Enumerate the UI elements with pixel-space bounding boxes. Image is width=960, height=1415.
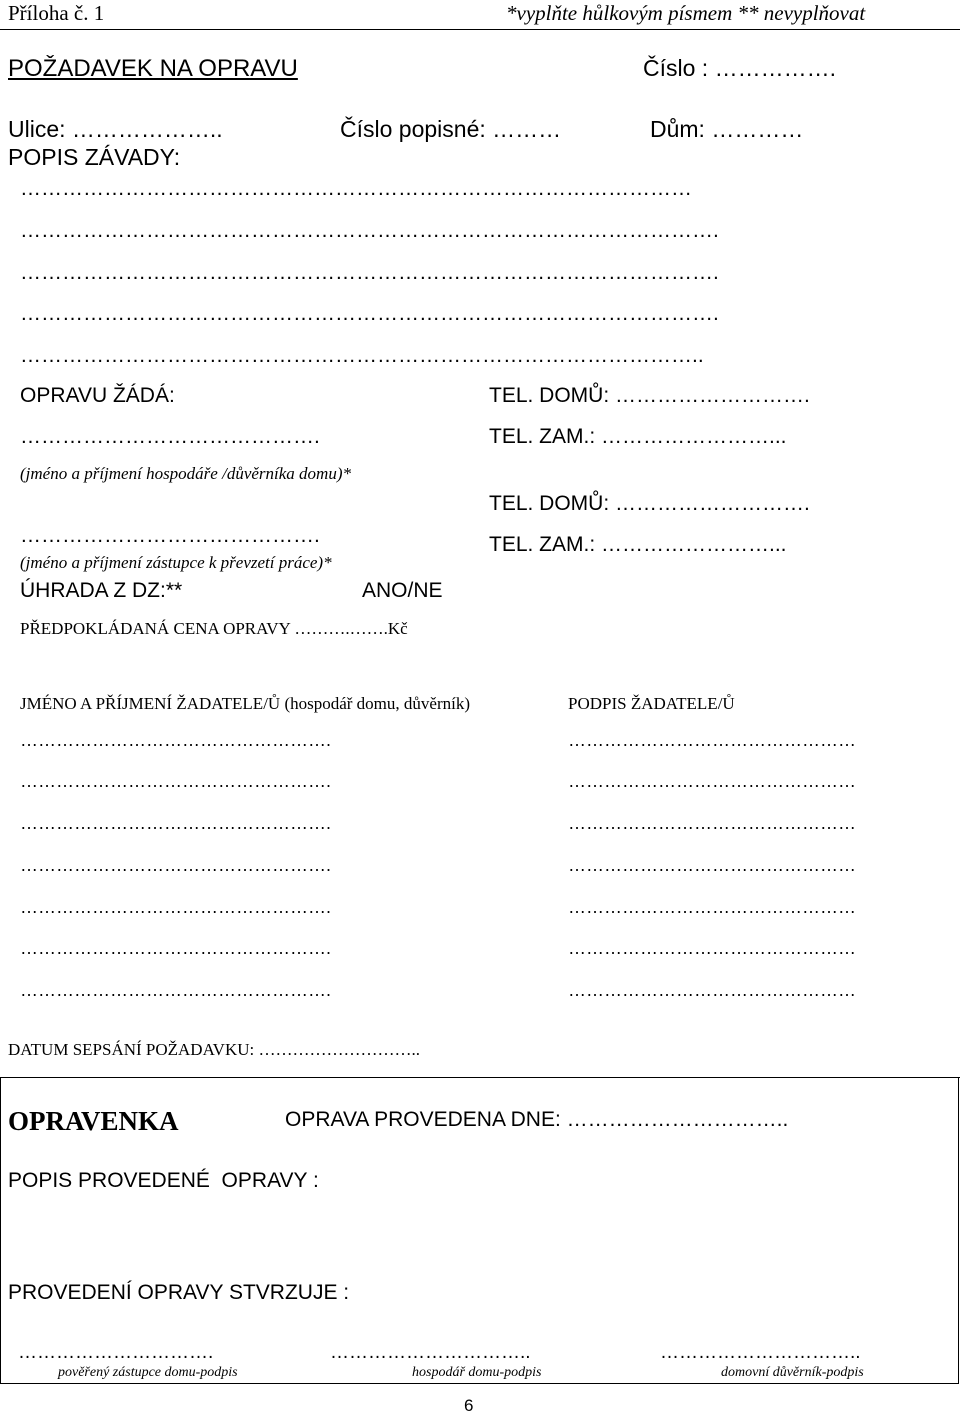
- repair-slip-right-border: [958, 1077, 959, 1384]
- applicant-name-line[interactable]: …………………………………………….: [20, 938, 332, 958]
- street-field[interactable]: Ulice: ………………..: [8, 116, 223, 142]
- repair-description-label: POPIS PROVEDENÉ OPRAVY :: [8, 1169, 319, 1192]
- applicant-signature-line[interactable]: …………………………………………: [568, 730, 856, 750]
- defect-line[interactable]: ……………………………………………………………………………………….: [20, 302, 719, 325]
- representative-name-field[interactable]: …………………………………….: [20, 524, 320, 547]
- delegate-signature-caption: pověřený zástupce domu-podpis: [58, 1365, 238, 1380]
- repair-slip-bottom-border: [0, 1383, 959, 1384]
- applicant-signature-line[interactable]: …………………………………………: [568, 897, 856, 917]
- applicant-signature-line[interactable]: …………………………………………: [568, 771, 856, 791]
- attachment-label: Příloha č. 1: [8, 1, 105, 25]
- request-date-field[interactable]: DATUM SEPSÁNÍ POŽADAVKU: ………………………..: [8, 1040, 420, 1059]
- requester-name-field[interactable]: …………………………………….: [20, 425, 320, 448]
- applicant-name-line[interactable]: …………………………………………….: [20, 855, 332, 875]
- tel-work-field[interactable]: TEL. ZAM.: ……………………...: [489, 425, 787, 448]
- payment-label: ÚHRADA Z DZ:**: [20, 579, 183, 602]
- representative-name-caption: (jméno a příjmení zástupce k převzetí práce)*: [20, 553, 332, 572]
- applicant-signature-line[interactable]: …………………………………………: [568, 938, 856, 958]
- repair-slip-top-border: [0, 1077, 960, 1078]
- repair-slip-title: OPRAVENKA: [8, 1106, 179, 1136]
- applicant-name-line[interactable]: …………………………………………….: [20, 730, 332, 750]
- defect-line[interactable]: ……………………………………………………………………………………….: [20, 219, 719, 242]
- applicant-signature-header: PODPIS ŽADATELE/Ů: [568, 694, 735, 713]
- estimated-price-field[interactable]: PŘEDPOKLÁDANÁ CENA OPRAVY ……….…….Kč: [20, 619, 408, 638]
- applicant-name-line[interactable]: …………………………………………….: [20, 980, 332, 1000]
- caretaker-signature-line[interactable]: …………………………..: [330, 1342, 531, 1363]
- applicant-name-header: JMÉNO A PŘÍJMENÍ ŽADATELE/Ů (hospodář domu, důvěrník): [20, 694, 470, 713]
- repair-done-date-field[interactable]: OPRAVA PROVEDENA DNE: …………………………..: [285, 1108, 789, 1131]
- defect-line[interactable]: ……………………………………………………………………………………: [20, 177, 692, 200]
- defect-line[interactable]: ……………………………………………………………………………………..: [20, 344, 704, 367]
- applicant-signature-line[interactable]: …………………………………………: [568, 980, 856, 1000]
- house-number-field[interactable]: Číslo popisné: ………: [340, 116, 562, 142]
- applicant-name-line[interactable]: …………………………………………….: [20, 771, 332, 791]
- trustee-signature-caption: domovní důvěrník-podpis: [721, 1365, 864, 1380]
- applicant-name-line[interactable]: …………………………………………….: [20, 813, 332, 833]
- applicant-signature-line[interactable]: …………………………………………: [568, 855, 856, 875]
- requested-by-label: OPRAVU ŽÁDÁ:: [20, 384, 175, 407]
- payment-options[interactable]: ANO/NE: [362, 579, 443, 602]
- caretaker-signature-caption: hospodář domu-podpis: [412, 1365, 542, 1380]
- building-field[interactable]: Dům: …………: [650, 116, 804, 142]
- page-number: 6: [464, 1396, 474, 1415]
- defect-line[interactable]: ……………………………………………………………………………………….: [20, 261, 719, 284]
- tel-home-field[interactable]: TEL. DOMŮ: ……………………….: [489, 384, 810, 407]
- defect-description-label: POPIS ZÁVADY:: [8, 144, 181, 170]
- requester-name-caption: (jméno a příjmení hospodáře /důvěrníka domu)*: [20, 464, 351, 483]
- trustee-signature-line[interactable]: …………………………..: [660, 1342, 861, 1363]
- tel-home-field[interactable]: TEL. DOMŮ: ……………………….: [489, 492, 810, 515]
- delegate-signature-line[interactable]: ………………………….: [18, 1342, 214, 1363]
- fill-instructions: *vyplňte hůlkovým písmem ** nevyplňovat: [506, 1, 866, 25]
- tel-work-field[interactable]: TEL. ZAM.: ……………………...: [489, 533, 787, 556]
- request-title: POŽADAVEK NA OPRAVU: [8, 55, 298, 82]
- request-number-field[interactable]: Číslo : …………….: [643, 55, 836, 81]
- applicant-name-line[interactable]: …………………………………………….: [20, 897, 332, 917]
- header-rule: [0, 29, 960, 30]
- repair-confirmed-by-label: PROVEDENÍ OPRAVY STVRZUJE :: [8, 1281, 350, 1304]
- repair-slip-left-border: [0, 1077, 1, 1384]
- applicant-signature-line[interactable]: …………………………………………: [568, 813, 856, 833]
